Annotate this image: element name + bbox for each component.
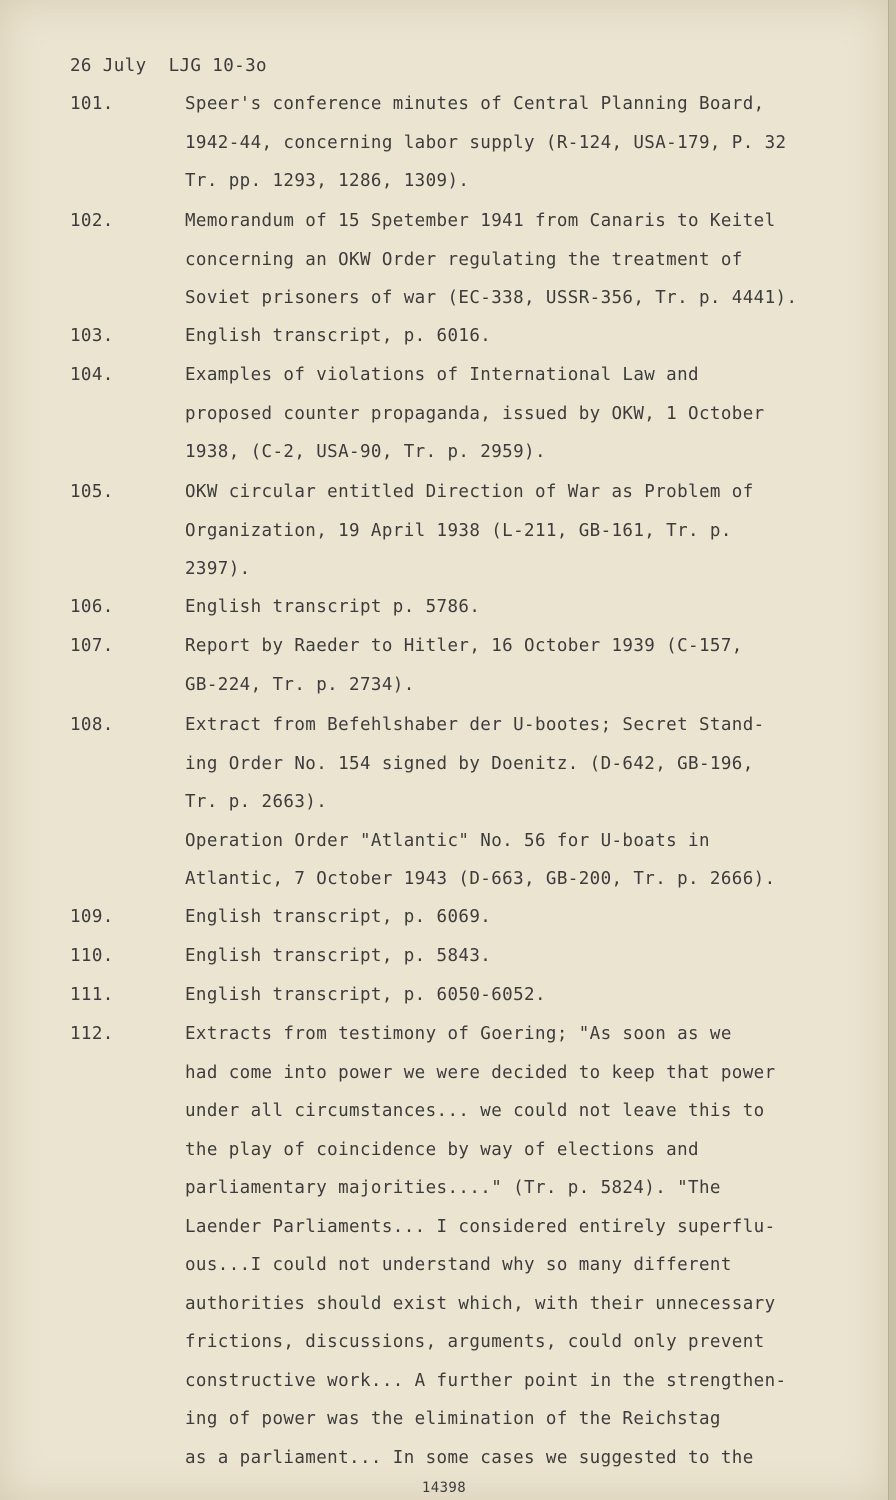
text-line: English transcript, p. 5843. <box>185 946 492 966</box>
item-number: 102. <box>70 211 114 231</box>
text-line: Organization, 19 April 1938 (L-211, GB-161, Tr. p. <box>185 520 732 541</box>
text-line: ing Order No. 154 signed by Doenitz. (D-642, GB-196, <box>185 753 754 774</box>
text-line: Extracts from testimony of Goering; "As soon as we <box>185 1024 732 1044</box>
text-line: frictions, discussions, arguments, could only prevent <box>185 1332 765 1352</box>
text-line: parliamentary majorities...." (Tr. p. 5824). "The <box>185 1178 721 1198</box>
item-text <box>185 985 845 1024</box>
text-line: English transcript, p. 6050-6052. <box>185 985 546 1005</box>
text-line: 1938, (C-2, USA-90, Tr. p. 2959). <box>185 442 546 462</box>
item-text <box>185 365 845 481</box>
item-number: 112. <box>70 1024 114 1044</box>
item-number: 101. <box>70 94 114 114</box>
item-number: 109. <box>70 907 114 927</box>
header-date: 26 July <box>70 56 147 76</box>
text-line: Operation Order "Atlantic" No. 56 for U-boats in <box>185 830 710 851</box>
item-text <box>185 597 845 636</box>
text-line: English transcript, p. 6069. <box>185 907 492 927</box>
text-line: Atlantic, 7 October 1943 (D-663, GB-200, Tr. p. 2666). <box>185 869 776 889</box>
text-line: 1942-44, concerning labor supply (R-124, USA-179, P. 32 <box>185 132 787 153</box>
text-line: had come into power we were decided to keep that power <box>185 1062 776 1083</box>
item-text <box>185 326 845 365</box>
text-line: Tr. p. 2663). <box>185 792 328 812</box>
text-line: Speer's conference minutes of Central Planning Board, <box>185 94 765 114</box>
item-text <box>185 715 845 908</box>
item-text <box>185 482 845 598</box>
item-text <box>185 907 845 946</box>
text-line: Report by Raeder to Hitler, 16 October 1939 (C-157, <box>185 636 743 656</box>
page-number: 14398 <box>421 1480 467 1496</box>
item-text <box>185 94 845 210</box>
text-line: constructive work... A further point in the strengthen- <box>185 1370 787 1391</box>
text-line: GB-224, Tr. p. 2734). <box>185 674 415 695</box>
text-line: Memorandum of 15 Spetember 1941 from Canaris to Keitel <box>185 211 776 231</box>
text-line: English transcript p. 5786. <box>185 597 481 617</box>
text-line: proposed counter propaganda, issued by OKW, 1 October <box>185 403 765 424</box>
text-line: authorities should exist which, with their unnecessary <box>185 1293 776 1314</box>
item-number: 110. <box>70 946 114 966</box>
text-line: Tr. pp. 1293, 1286, 1309). <box>185 171 470 191</box>
text-line: under all circumstances... we could not leave this to <box>185 1101 765 1121</box>
text-line: Examples of violations of International Law and <box>185 365 699 385</box>
text-line: as a parliament... In some cases we suggested to the <box>185 1447 754 1468</box>
item-number: 106. <box>70 597 114 617</box>
text-line: English transcript, p. 6016. <box>185 326 492 346</box>
page-header <box>70 56 267 76</box>
text-line: Laender Parliaments... I considered entirely superflu- <box>185 1216 776 1237</box>
text-line: the play of coincidence by way of elections and <box>185 1139 699 1160</box>
text-line: 2397). <box>185 559 251 579</box>
item-number: 104. <box>70 365 114 385</box>
item-text <box>185 946 845 985</box>
text-line: ing of power was the elimination of the Reichstag <box>185 1409 721 1429</box>
text-line: OKW circular entitled Direction of War as Problem of <box>185 482 754 502</box>
text-line: Soviet prisoners of war (EC-338, USSR-356, Tr. p. 4441). <box>185 288 798 308</box>
item-number: 107. <box>70 636 114 656</box>
item-number: 103. <box>70 326 114 346</box>
item-text <box>185 1024 845 1486</box>
item-text <box>185 636 845 713</box>
header-code: LJG 10-3o <box>168 56 267 76</box>
page-edge <box>888 0 896 1500</box>
item-number: 108. <box>70 715 114 735</box>
text-line: ous...I could not understand why so many different <box>185 1255 732 1275</box>
text-line: Extract from Befehlshaber der U-bootes; Secret Stand- <box>185 715 765 735</box>
item-number: 111. <box>70 985 114 1005</box>
item-text <box>185 211 845 327</box>
text-line: concerning an OKW Order regulating the treatment of <box>185 249 743 270</box>
item-number: 105. <box>70 482 114 502</box>
